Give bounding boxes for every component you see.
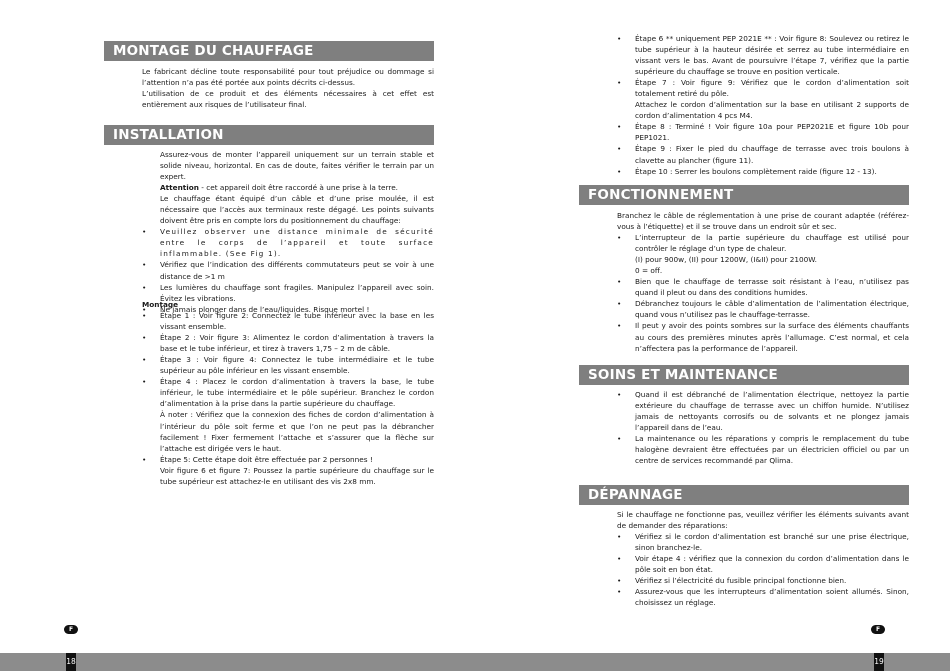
- soins-et-maintenance-heading: SOINS ET MAINTENANCE: [579, 365, 909, 385]
- list-item: [635, 232, 909, 276]
- list-item: • Débranchez toujours le câble d’alimentation de l’alimentation électrique, quand vous n’utilisez pas le chauffage-terrasse.: [635, 298, 909, 320]
- soins-bullet-list: [635, 389, 909, 466]
- step-text: Étape 4 : Placez le cordon d’alimentation à travers la base, le tube inférieur, le tube intermédiaire et le pôle supérieur. Branchez le cordon d’alimentation à la prise dans la partie supérieure du chauffage.: [160, 377, 434, 409]
- depannage-heading: DÉPANNAGE: [579, 485, 909, 505]
- list-item: • Vérifiez si le cordon d’alimentation est branché sur une prise électrique, sinon branchez-le.: [635, 531, 909, 553]
- list-item: • Veuillez observer une distance minimale de sécurité entre le corps de l’appareil et toute surface inflammable. (See Fig 1).: [160, 226, 434, 259]
- depannage-body: [617, 509, 909, 608]
- list-item: • Assurez-vous que les interrupteurs d’alimentation soient allumés. Sinon, choisissez un réglage.: [635, 586, 909, 608]
- montage-paragraph: L’utilisation de ce produit et des éléments nécessaires à cet effet est entièrement aux risques de l’utilisateur final.: [142, 89, 434, 110]
- step-note: Attachez le cordon d’alimentation sur la base en utilisant 2 supports de cordon d’alimentation 4 pcs M4.: [635, 100, 909, 121]
- right-steps-body: [635, 33, 909, 177]
- list-item: • Voir étape 4 : vérifiez que la connexion du cordon d’alimentation dans le pôle soit en bon état.: [635, 553, 909, 575]
- language-flag-left: F: [64, 625, 78, 634]
- bullet-text: L’interrupteur de la partie supérieure du chauffage est utilisé pour contrôler le réglage d’un type de chaleur.: [635, 233, 909, 254]
- list-item: [160, 454, 434, 487]
- fonctionnement-body: [617, 210, 909, 354]
- list-item: • La maintenance ou les réparations y compris le remplacement du tube halogène devraient être effectuées par un électricien officiel ou par un centre de services recommandé par Qlima.: [635, 433, 909, 466]
- montage-du-chauffage-heading: MONTAGE DU CHAUFFAGE: [104, 41, 434, 61]
- montage-steps-body: [142, 299, 434, 487]
- depannage-bullet-list: [635, 531, 909, 608]
- step-note: Voir figure 6 et figure 7: Poussez la partie supérieure du chauffage sur le tube supérieur est attachez-le en utilisant des vis 2x8 mm.: [160, 465, 434, 486]
- step-text: Étape 5: Cette étape doit être effectuée par 2 personnes !: [160, 454, 373, 464]
- montage-subheading: Montage: [142, 300, 179, 309]
- installation-body: [160, 149, 434, 315]
- list-item: • Bien que le chauffage de terrasse soit résistant à l’eau, n’utilisez pas quand il pleut ou dans des conditions humides.: [635, 276, 909, 298]
- fonctionnement-heading: FONCTIONNEMENT: [579, 185, 909, 205]
- step-note: À noter : Vérifiez que la connexion des fiches de cordon d’alimentation à l’intérieur du pôle soit ferme et que l’on ne peut pas la débrancher facilement ! Fixer fermement l’attache et s’assurer que la flèche sur l’attache est dirigée vers le haut.: [160, 410, 434, 453]
- montage-steps-list: [160, 310, 434, 487]
- page-number-right: 19: [874, 653, 884, 671]
- list-item: • Quand il est débranché de l’alimentation électrique, nettoyez la partie extérieure du chauffage de terrasse avec un chiffon humide. N’utilisez jamais de nettoyants corrosifs ou de solvants et ne plongez jamais l’appareil dans de l’eau.: [635, 389, 909, 433]
- fonctionnement-intro: Branchez le câble de réglementation à une prise de courant adaptée (référez-vous à l’étiquette) et il se trouve dans un endroit sûr et sec.: [617, 211, 909, 232]
- installation-paragraph: Le chauffage étant équipé d’un câble et d’une prise moulée, il est nécessaire que l’accès aux terminaux reste dégagé. Les points suivants doivent être pris en compte lors du positionnement du chauffage:: [160, 194, 434, 226]
- right-steps-list: [635, 33, 909, 177]
- list-item: • Les lumières du chauffage sont fragiles. Manipulez l’appareil avec soin. Évitez les vibrations.: [160, 282, 434, 304]
- attention-label: Attention: [160, 183, 199, 193]
- attention-line: [160, 182, 434, 193]
- list-item: [160, 376, 434, 453]
- list-item: • Étape 2 : Voir figure 3: Alimentez le cordon d’alimentation à travers la base et le tube inférieur, et tirez à travers 1,75 – 2 m de câble.: [160, 332, 434, 354]
- soins-body: [635, 389, 909, 466]
- power-setting-text: 0 = off.: [635, 266, 663, 276]
- list-item: • Il peut y avoir des points sombres sur la surface des éléments chauffants au cours des premières minutes après l’allumage. C’est normal, et cela n’affectera pas la performance de l’appareil.: [635, 320, 909, 353]
- step-text: Étape 7 : Voir figure 9: Vérifiez que le cordon d’alimentation soit totalement retiré du pôle.: [635, 78, 909, 99]
- list-item: • Étape 8 : Terminé ! Voir figure 10a pour PEP2021E et figure 10b pour PEP1021.: [635, 121, 909, 143]
- list-item: • Étape 10 : Serrer les boulons complètement raide (figure 12 - 13).: [635, 166, 909, 177]
- installation-heading: INSTALLATION: [104, 125, 434, 145]
- fonctionnement-bullet-list: [635, 232, 909, 354]
- language-flag-right: F: [871, 625, 885, 634]
- list-item: • Étape 3 : Voir figure 4: Connectez le tube intermédiaire et le tube supérieur au pôle inférieur en les vissant ensemble.: [160, 354, 434, 376]
- power-setting-text: (I) pour 900w, (II) pour 1200W, (I&II) pour 2100W.: [635, 255, 817, 265]
- list-item: • Étape 1 : Voir figure 2: Connectez le tube inférieur avec la base en les vissant ensemble.: [160, 310, 434, 332]
- list-item: • Vérifiez si l’électricité du fusible principal fonctionne bien.: [635, 575, 909, 586]
- installation-intro: Assurez-vous de monter l’appareil uniquement sur un terrain stable et solide niveau, horizontal. En cas de doute, faites vérifier le terrain par un expert.: [160, 150, 434, 182]
- page-footer: [0, 653, 950, 671]
- depannage-intro: Si le chauffage ne fonctionne pas, veuillez vérifier les éléments suivants avant de demander des réparations:: [617, 510, 909, 531]
- montage-paragraph: Le fabricant décline toute responsabilité pour tout préjudice ou dommage si l’attention n’a pas été portée aux points décrits ci-dessus.: [142, 67, 434, 88]
- list-item: • Vérifiez que l’indication des différents commutateurs peut se voir à une distance de >1 m: [160, 259, 434, 281]
- list-item: [635, 77, 909, 121]
- attention-text: - cet appareil doit être raccordé à une prise à la terre.: [198, 183, 399, 193]
- montage-disclaimer-text: [142, 66, 434, 110]
- list-item: • Étape 6 ** uniquement PEP 2021E ** : Voir figure 8: Soulevez ou retirez le tube supérieur à la hauteur désirée et serrez au tube intermédiaire en vissant vers le bas. Avant de poursuivre l’étape 7, vérifiez que la partie supérieure du chauffage se trouve en position verticale.: [635, 33, 909, 77]
- list-item: • Ne jamais plonger dans de l’eau/liquides. Risque mortel !: [160, 304, 434, 315]
- page-number-left: 18: [66, 653, 76, 671]
- list-item: • Étape 9 : Fixer le pied du chauffage de terrasse avec trois boulons à clavette au plancher (figure 11).: [635, 143, 909, 165]
